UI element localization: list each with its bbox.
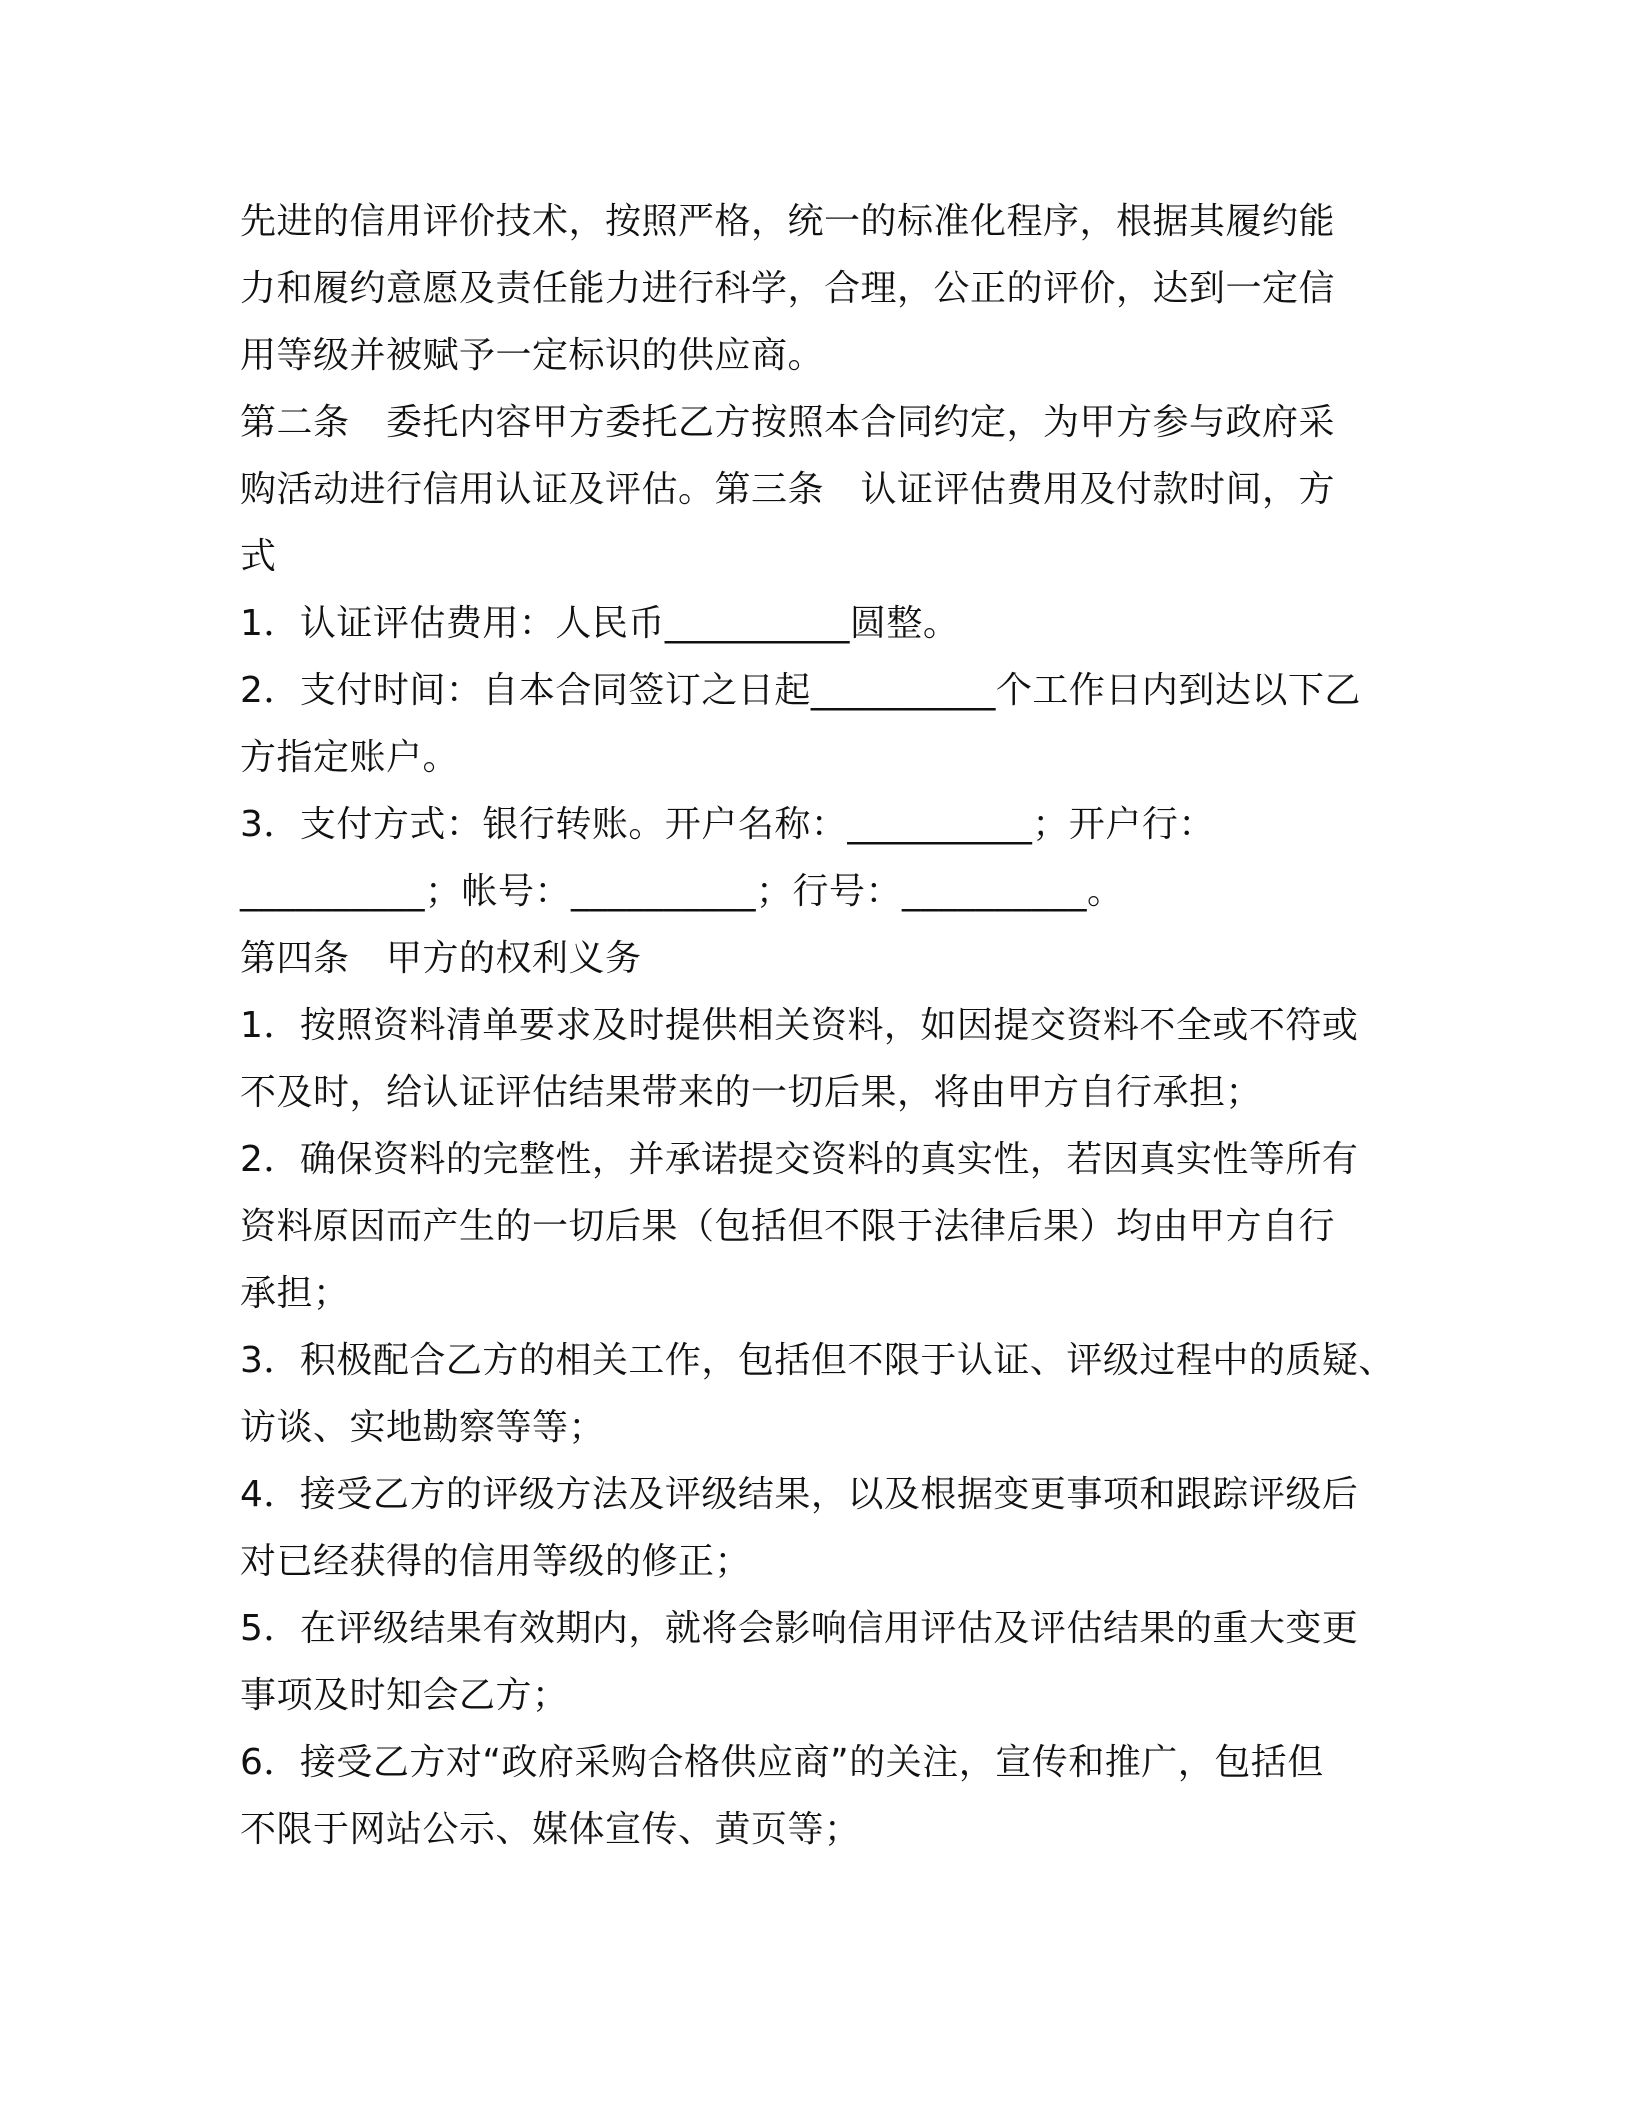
fee-item: 1．认证评估费用：人民币__________圆整。 [240,603,960,644]
text-line: 用等级并被赋予一定标识的供应商。 [240,335,825,376]
article-2-heading-line: 第二条 委托内容甲方委托乙方按照本合同约定，为甲方参与政府采 [240,402,1336,443]
text-line: 对已经获得的信用等级的修正； [240,1541,752,1582]
obligation-item-3: 3．积极配合乙方的相关工作，包括但不限于认证、评级过程中的质疑、 [240,1340,1395,1381]
text-line: 先进的信用评价技术，按照严格，统一的标准化程序，根据其履约能 [240,201,1336,242]
payment-method-item: 3．支付方式：银行转账。开户名称：__________；开户行： [240,804,1215,845]
text-line: 访谈、实地勘察等等； [240,1407,606,1448]
text-line: 式 [240,536,277,577]
text-line: 力和履约意愿及责任能力进行科学，合理，公正的评价，达到一定信 [240,268,1336,309]
text-line: 方指定账户。 [240,737,460,778]
text-line: 承担； [240,1273,350,1314]
obligation-item-2: 2．确保资料的完整性，并承诺提交资料的真实性，若因真实性等所有 [240,1139,1359,1180]
text-line: 购活动进行信用认证及评估。第三条 认证评估费用及付款时间，方 [240,469,1336,510]
payment-time-item: 2．支付时间：自本合同签订之日起__________个工作日内到达以下乙 [240,670,1361,711]
obligation-item-1: 1．按照资料清单要求及时提供相关资料，如因提交资料不全或不符或 [240,1005,1359,1046]
document-body [240,188,1400,1863]
article-4-heading: 第四条 甲方的权利义务 [240,938,642,979]
text-line: 不限于网站公示、媒体宣传、黄页等； [240,1809,861,1850]
obligation-item-4: 4．接受乙方的评级方法及评级结果，以及根据变更事项和跟踪评级后 [240,1474,1359,1515]
text-line: 事项及时知会乙方； [240,1675,569,1716]
obligation-item-6: 6．接受乙方对“政府采购合格供应商”的关注，宣传和推广，包括但 [240,1742,1324,1783]
text-line: 不及时，给认证评估结果带来的一切后果，将由甲方自行承担； [240,1072,1263,1113]
account-fields-line: __________；帐号：__________；行号：__________。 [240,871,1124,912]
obligation-item-5: 5．在评级结果有效期内，就将会影响信用评估及评估结果的重大变更 [240,1608,1359,1649]
text-line: 资料原因而产生的一切后果（包括但不限于法律后果）均由甲方自行 [240,1206,1336,1247]
